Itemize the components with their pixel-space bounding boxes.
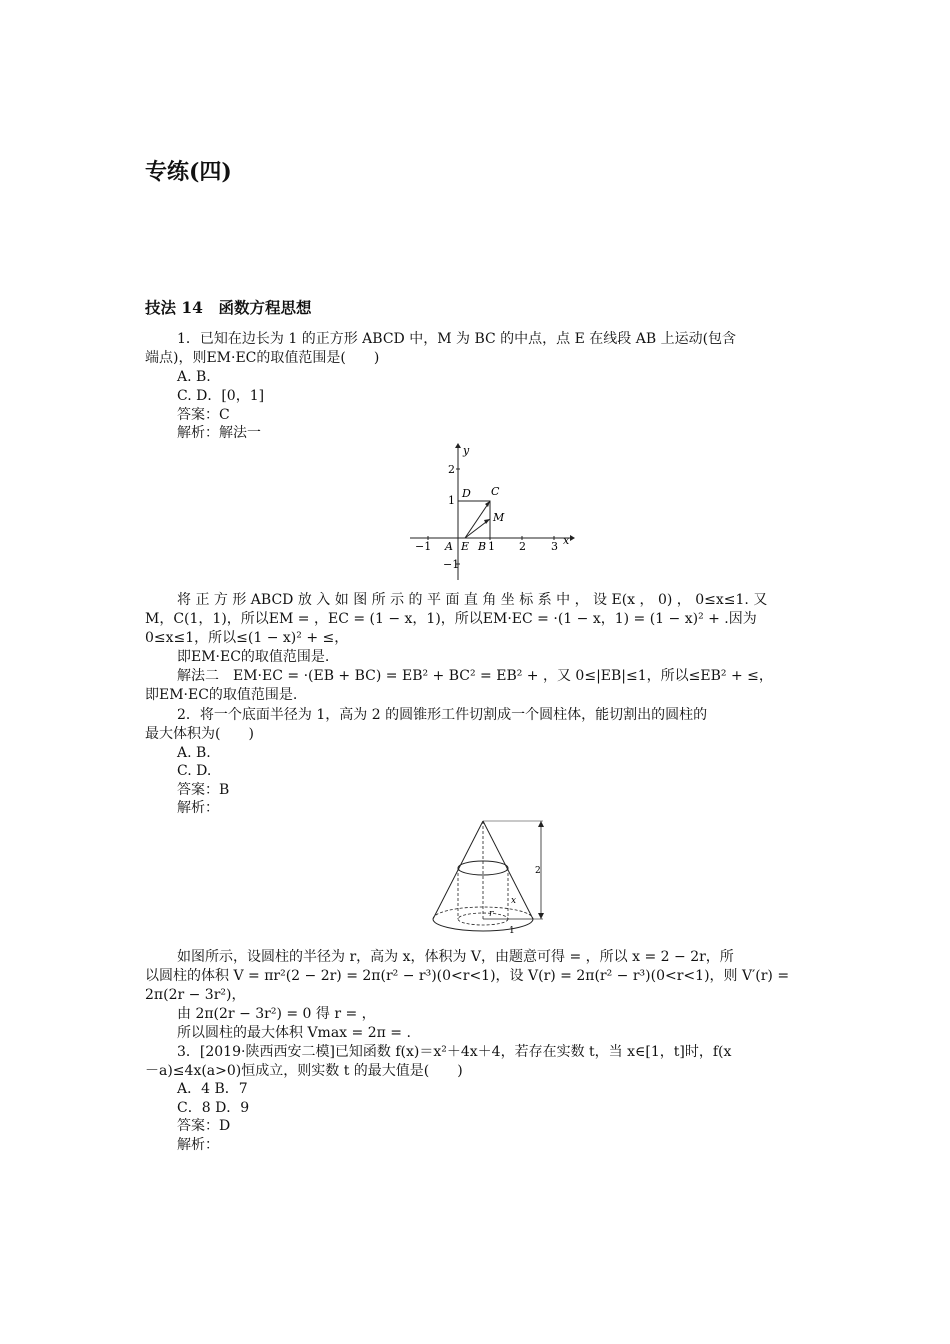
label-e: E bbox=[461, 540, 470, 553]
q2-solution-line5: 所以圆柱的最大体积 Vmax = 2π = . bbox=[177, 1025, 411, 1041]
label-r: r bbox=[489, 909, 494, 919]
label-x: x bbox=[511, 896, 517, 906]
q3-stem-line2: －a)≤4x(a>0)恒成立，则实数 t 的最大值是( ) bbox=[145, 1063, 463, 1079]
q3-options-cd: C．8 D．9 bbox=[177, 1100, 250, 1116]
q1-solution-line3: 0≤x≤1，所以≤(1 − x)² + ≤， bbox=[145, 630, 349, 646]
q1-analysis-label: 解析：解法一 bbox=[177, 425, 261, 441]
label-y: y bbox=[463, 444, 470, 457]
q1-stem-line2: 端点)，则EM·EC的取值范围是( ) bbox=[145, 350, 380, 366]
cone-figure bbox=[425, 815, 555, 945]
q2-stem-line1: 2．将一个底面半径为 1，高为 2 的圆锥形工件切割成一个圆柱体，能切割出的圆柱的 bbox=[177, 707, 708, 723]
q3-options-ab: A．4 B．7 bbox=[177, 1081, 248, 1097]
label-x: x bbox=[563, 534, 570, 547]
q2-stem-line2: 最大体积为( ) bbox=[145, 726, 254, 742]
label-d: D bbox=[462, 487, 471, 500]
y-axis-arrow bbox=[455, 443, 461, 448]
q1-solution-line4: 即EM·EC的取值范围是. bbox=[177, 649, 330, 665]
label-x3: 3 bbox=[551, 540, 558, 553]
q3-answer: 答案：D bbox=[177, 1118, 231, 1134]
label-y1: 1 bbox=[448, 494, 455, 507]
q1-solution-line5: 解法二 EM·EC = ·(EB + BC) = EB² + BC² = EB² + ，又 0≤|EB|≤1，所以≤EB² + ≤， bbox=[177, 668, 773, 684]
q2-options-cd: C. D. bbox=[177, 763, 212, 779]
q3-stem-line1: 3．[2019·陕西西安二模]已知函数 f(x)＝x²＋4x＋4，若存在实数 t，当 x∈[1，t]时，f(x bbox=[177, 1044, 732, 1060]
x-axis-arrow bbox=[570, 535, 575, 541]
label-a: A bbox=[445, 540, 453, 553]
label-xm1: −1 bbox=[415, 540, 432, 553]
page-title: 专练(四) bbox=[145, 159, 232, 185]
label-x1: 1 bbox=[488, 540, 495, 553]
coordinate-figure bbox=[405, 440, 580, 585]
q1-solution-line1: 将 正 方 形 ABCD 放 入 如 图 所 示 的 平 面 直 角 坐 标 系 中 ， 设 E(x ， 0) ， 0≤x≤1. 又 bbox=[177, 592, 768, 608]
label-b: B bbox=[478, 540, 487, 553]
q2-analysis-label: 解析： bbox=[177, 800, 219, 816]
q1-solution-line2: M，C(1，1)，所以EM = ，EC = (1 − x，1)，所以EM·EC = ·(1 − x，1) = (1 − x)² + .因为 bbox=[145, 611, 757, 627]
label-m: M bbox=[493, 511, 505, 524]
q3-analysis-label: 解析： bbox=[177, 1137, 219, 1153]
q1-options-ab: A. B. bbox=[177, 369, 211, 385]
label-ym1: −1 bbox=[443, 558, 460, 571]
vector-ec bbox=[465, 501, 490, 538]
q1-stem-line1: 1．已知在边长为 1 的正方形 ABCD 中，M 为 BC 的中点，点 E 在线段 AB 上运动(包含 bbox=[177, 331, 737, 347]
q2-solution-line1: 如图所示，设圆柱的半径为 r，高为 x，体积为 V，由题意可得 = ，所以 x = 2 − 2r，所 bbox=[177, 949, 734, 965]
label-c: C bbox=[491, 485, 500, 498]
q2-answer: 答案：B bbox=[177, 782, 230, 798]
q1-answer: 答案：C bbox=[177, 407, 230, 423]
label-height: 2 bbox=[535, 866, 541, 876]
q2-solution-line3: 2π(2r − 3r²)， bbox=[145, 987, 246, 1003]
label-radius-1: 1 bbox=[509, 926, 515, 936]
section-heading: 技法 14 函数方程思想 bbox=[145, 298, 312, 317]
q1-options-cd: C. D．[0，1] bbox=[177, 388, 265, 404]
q2-solution-line4: 由 2π(2r − 3r²) = 0 得 r = ， bbox=[177, 1006, 376, 1022]
label-x2: 2 bbox=[519, 540, 526, 553]
q2-solution-line2: 以圆柱的体积 V = πr²(2 − 2r) = 2π(r² − r³)(0<r<1)，设 V(r) = 2π(r² − r³)(0<r<1)，则 V′(r) = bbox=[145, 968, 790, 984]
q1-solution-line6: 即EM·EC的取值范围是. bbox=[145, 687, 298, 703]
square-abcd bbox=[458, 501, 490, 538]
q2-options-ab: A. B. bbox=[177, 745, 211, 761]
label-y2: 2 bbox=[448, 463, 455, 476]
